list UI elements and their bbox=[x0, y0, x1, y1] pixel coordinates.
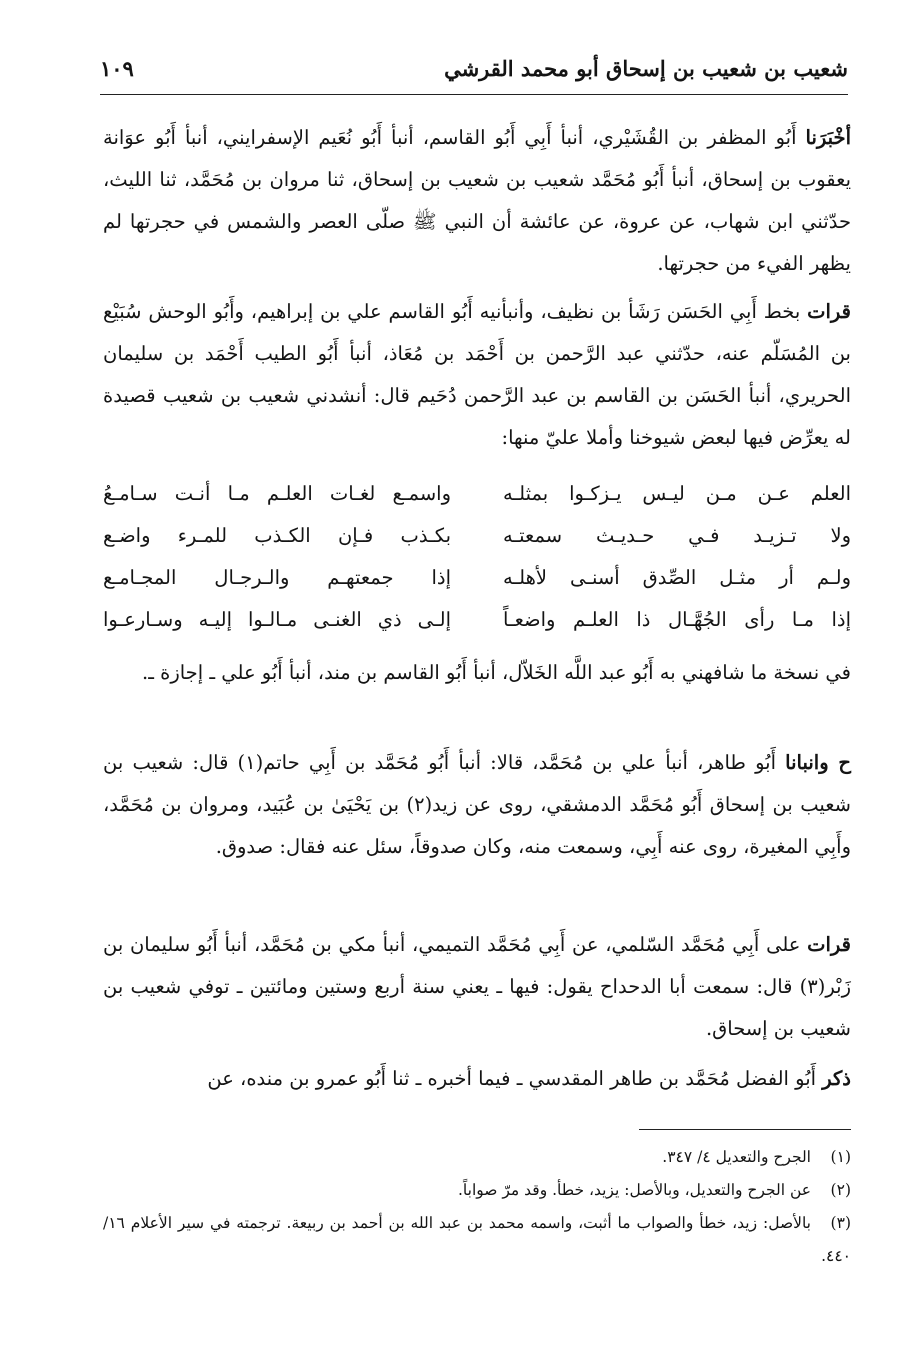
paragraph-text: أَبُو المظفر بن القُشَيْري، أنبأ أَبِي أَبُو القاسم، أنبأ أَبُو نُعَيم الإسفرايني، أنبأ أَبُو عوَانة يعقوب بن إسحاق، أنبأ أَبُو مُحَمَّد شعيب بن شعيب بن إسحاق، ثنا مروان بن مُحَمَّد، ثنا الليث، حدّثني ابن شهاب، عن عروة، عن عائشة أن النبي ﷺ صلّى العصر والشمس في حجرتها لم يظهر الفيء من حجرتها. bbox=[103, 126, 851, 275]
verse-second-hemistich: واسمـع لغـات العلـم مـا أنـت سـامـعُ bbox=[103, 482, 451, 505]
verse-first-hemistich: إذا مـا رأى الجُهَّـال ذا العلـم واضعـاً bbox=[503, 608, 851, 631]
footnote-mark: (٣) bbox=[830, 1214, 851, 1232]
paragraph-2 bbox=[103, 291, 851, 459]
footnote-rule bbox=[639, 1129, 851, 1130]
verse-first-hemistich: العلم عـن مـن ليـس يـزكـوا بمثلـه bbox=[503, 482, 851, 505]
paragraph-lead: ح وانبانا bbox=[785, 751, 851, 774]
paragraph-6 bbox=[103, 1058, 851, 1100]
paragraph-1 bbox=[103, 117, 851, 285]
footnote-text: بالأصل: زيد، خطأ والصواب ما أثبت، واسمه محمد بن عبد الله بن أحمد بن ربيعة. ترجمته في سير الأعلام ١٦/ ٤٤٠. bbox=[103, 1214, 851, 1265]
verse-second-hemistich: إذا جمعتهـم والـرجـال المجـامـع bbox=[103, 566, 451, 589]
running-title: شعيب بن شعيب بن إسحاق أبو محمد القرشي bbox=[444, 56, 848, 81]
poem-verse bbox=[103, 516, 851, 556]
paragraph-lead: أخْبَرَنا bbox=[805, 126, 851, 149]
footnote-text: عن الجرح والتعديل، وبالأصل: يزيد، خطأ. وقد مرّ صواباً. bbox=[458, 1181, 811, 1199]
paragraph-text: أَبُو الفضل مُحَمَّد بن طاهر المقدسي ـ فيما أخبره ـ ثنا أَبُو عمرو بن منده، عن bbox=[207, 1067, 823, 1090]
paragraph-lead: قرات bbox=[807, 300, 851, 323]
paragraph-5 bbox=[103, 924, 851, 1050]
poem-verse bbox=[103, 558, 851, 598]
paragraph-3 bbox=[103, 652, 851, 694]
paragraph-4 bbox=[103, 742, 851, 868]
verse-second-hemistich: إلـى ذي الغنـى مـالـوا إليـه وسـارعـوا bbox=[103, 608, 451, 631]
verse-first-hemistich: ولا تـزيـد فـي حـديـث سمعتـه bbox=[503, 524, 851, 547]
paragraph-text: في نسخة ما شافهني به أَبُو عبد اللَّه الخَلاّل، أنبأ أَبُو القاسم بن مند، أنبأ أَبُو علي ـ إجازة ـ. bbox=[142, 661, 851, 684]
footnote-2 bbox=[103, 1174, 851, 1207]
footnote-text: الجرح والتعديل ٤/ ٣٤٧. bbox=[662, 1148, 811, 1166]
paragraph-text: بخط أَبِي الحَسَن رَشَأ بن نظيف، وأنبأنيه أَبُو القاسم علي بن إبراهيم، وأَبُو الوحش سُبَيْع بن المُسَلّم عنه، حدّثني عبد الرَّحمن بن أَحْمَد بن مُعَاذ، أنبأ أَبُو الطيب أَحْمَد بن سليمان الحريري، أنبأ الحَسَن بن القاسم بن عبد الرَّحمن دُحَيم قال: أنشدني شعيب بن شعيب قصيدة له يعرِّض فيها لبعض شيوخنا وأملا عليّ منها: bbox=[103, 300, 851, 449]
footnote-3 bbox=[103, 1207, 851, 1273]
paragraph-lead: ذكر bbox=[822, 1067, 851, 1090]
verse-first-hemistich: ولـم أر مثـل الصِّدق أسنـى لأهلـه bbox=[503, 566, 851, 589]
paragraph-lead: قرات bbox=[807, 933, 851, 956]
verse-second-hemistich: بكـذب فـإن الكـذب للمـرء واضـع bbox=[103, 524, 451, 547]
poem-verse bbox=[103, 600, 851, 640]
paragraph-text: على أَبِي مُحَمَّد السّلمي، عن أَبِي مُحَمَّد التميمي، أنبأ مكي بن مُحَمَّد، أنبأ أَبُو سليمان بن زَبْر(٣) قال: سمعت أبا الدحداح يقول: فيها ـ يعني سنة أربع وستين ومائتين ـ توفي شعيب بن شعيب بن إسحاق. bbox=[103, 933, 851, 1040]
footnote-mark: (٢) bbox=[830, 1181, 851, 1199]
footnote-mark: (١) bbox=[830, 1148, 851, 1166]
page-number: ١٠٩ bbox=[100, 56, 134, 81]
poem-verse bbox=[103, 474, 851, 514]
header-rule bbox=[100, 94, 848, 95]
footnote-1 bbox=[103, 1141, 851, 1174]
running-header bbox=[100, 56, 848, 90]
paragraph-text: أَبُو طاهر، أنبأ علي بن مُحَمَّد، قالا: أنبأ أَبُو مُحَمَّد بن أَبِي حاتم(١) قال: شعيب بن شعيب بن إسحاق أَبُو مُحَمَّد الدمشقي، روى عن زيد(٢) بن يَحْيَىٰ بن عُبَيد، ومروان بن مُحَمَّد، وأَبِي المغيرة، روى عنه أَبِي، وسمعت منه، وكان صدوقاً، سئل عنه فقال: صدوق. bbox=[103, 751, 852, 858]
